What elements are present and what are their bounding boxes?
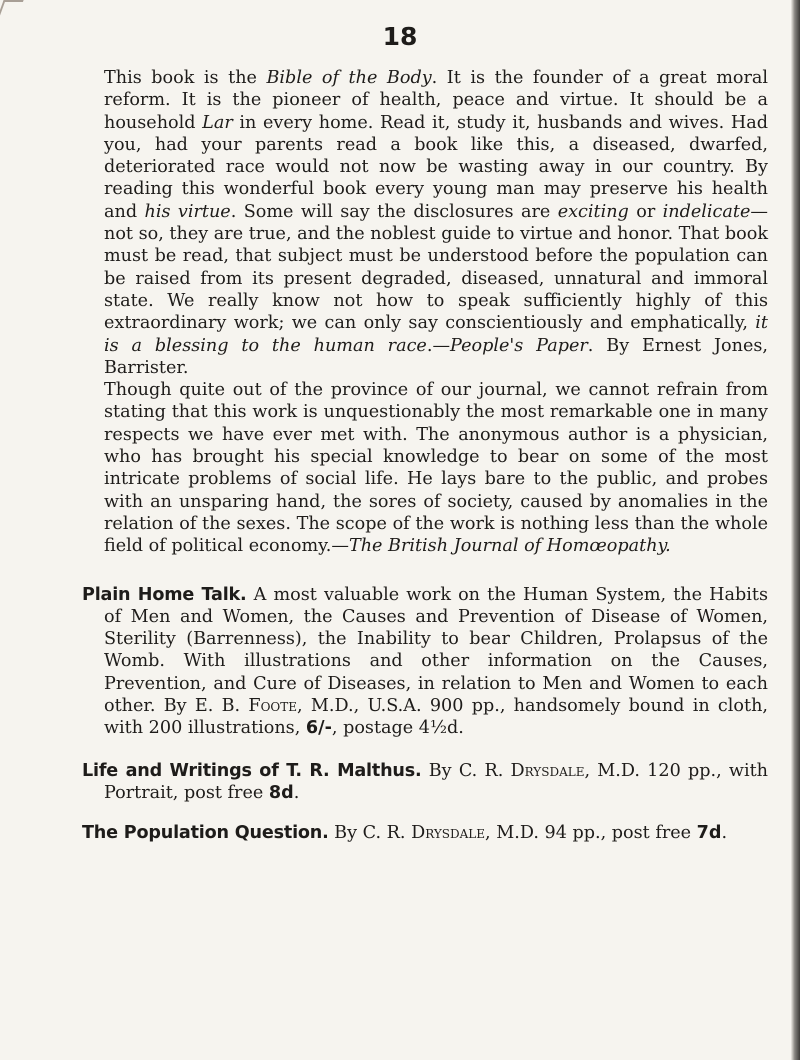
entry-text: . bbox=[293, 782, 300, 803]
corner-fold-mark bbox=[0, 0, 24, 20]
entry-price: 6/- bbox=[305, 718, 332, 739]
entry-title: Plain Home Talk. bbox=[82, 584, 247, 605]
entry-price: 7d bbox=[696, 823, 722, 844]
entry-text: A most valuable work on the Human System, the Habits of Men and Women, the Causes and Prevention of Disease of Women, Sterility (Barrenness), the Inability to bear Children, Prolapsus of the Womb. With illustrations and other information on the Causes, Prevention, and Cure of Diseases, in relation to Men and Women to each other. By bbox=[104, 584, 768, 717]
entry-text: , M.D. 94 pp., post free bbox=[485, 823, 697, 844]
page-number: 18 bbox=[382, 22, 418, 51]
review-text: in every home. Read it, study it, husbands and wives. Had you, had your parents read a book like this, a diseased, dwarfed, deteriorated race would not now be wasting away in our country. By reading this wonderful book every young man may preserve his health and bbox=[104, 112, 768, 222]
review-text: This book is the bbox=[104, 68, 267, 88]
entry-author: Drysdale bbox=[411, 823, 486, 844]
review-text: . Some will say the disclosures are bbox=[230, 201, 558, 222]
entry-title: Life and Writings of T. R. Malthus. bbox=[82, 760, 422, 781]
entry-text: , M.D., U.S.A. 900 pp., handsomely bound in cloth, with 200 illustrations, bbox=[104, 696, 768, 739]
emphasis-indelicate: indelicate bbox=[662, 201, 751, 222]
page-edge-shadow bbox=[791, 0, 800, 1060]
review-text: —not so, they are true, and the noblest guide to virtue and honor. That book must be read, that subject must be understood before the population can be raised from its present degraded, diseased, unnatural and immoral state. We really know not how to speak sufficiently highly of this extraordinary work; we can only say conscientiously and emphatically, bbox=[104, 201, 768, 334]
emphasis-exciting: exciting bbox=[557, 201, 629, 222]
review-text: Though quite out of the province of our journal, we cannot refrain from stating that this work is unquestionably the most remarkable one in many respects we have ever met with. The anonymous author is a physician, who has brought his special knowledge to bear on some of the most intricate problems of social life. He lays bare to the public, and probes with an unsparing hand, the sores of society, caused by anomalies in the relation of the sexes. The scope of the work is nothing less than the whole field of political economy.— bbox=[104, 380, 768, 557]
entry-population-question bbox=[82, 822, 768, 844]
book-title: Bible of the Body bbox=[266, 68, 432, 88]
entry-title: The Population Question. bbox=[82, 823, 329, 844]
entry-malthus bbox=[82, 760, 768, 805]
emphasis-blessing: it is a blessing to the human race bbox=[104, 313, 768, 356]
entry-plain-home-talk bbox=[82, 584, 768, 740]
source-peoples-paper: People's Paper bbox=[450, 335, 588, 356]
review-text: .— bbox=[426, 335, 451, 356]
source-british-journal: The British Journal of Homœopathy. bbox=[348, 536, 671, 557]
term-lar: Lar bbox=[202, 112, 233, 133]
review-peoples-paper bbox=[104, 67, 768, 379]
entry-text: By C. R. bbox=[421, 760, 511, 781]
emphasis-his-virtue: his virtue bbox=[144, 201, 231, 222]
review-text: . It is the founder of a great moral reform. It is the pioneer of health, peace and virtue. It should be a household bbox=[104, 68, 769, 133]
entry-text: , postage 4½d. bbox=[331, 718, 464, 739]
entry-author: E. B. Foote bbox=[194, 696, 298, 717]
entry-author: Drysdale bbox=[510, 760, 585, 781]
entry-text: , M.D. 120 pp., with Portrait, post free bbox=[104, 760, 768, 803]
entry-price: 8d bbox=[268, 782, 294, 803]
entry-text: . bbox=[721, 823, 728, 844]
review-text: or bbox=[628, 201, 663, 222]
entry-text: By C. R. bbox=[328, 823, 412, 844]
review-byline: . By Ernest Jones, Barrister. bbox=[104, 335, 769, 378]
page-body bbox=[82, 67, 769, 845]
review-british-journal bbox=[88, 379, 768, 557]
